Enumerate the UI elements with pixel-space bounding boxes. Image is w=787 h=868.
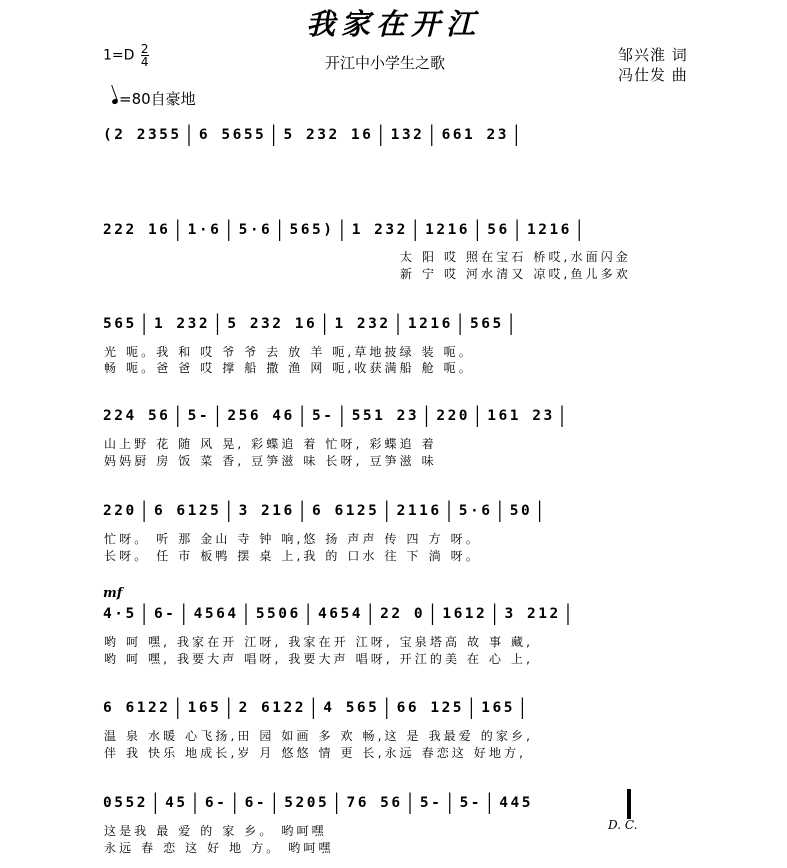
lyrics-line-4-verse-1: 山上野 花 随 风 晃, 彩蝶追 着 忙呀, 彩蝶追 着	[104, 437, 437, 451]
barline: |	[473, 218, 485, 242]
barline: |	[517, 696, 530, 720]
barline: |	[511, 123, 524, 147]
barline: |	[173, 404, 185, 428]
lyrics-line-3-verse-2: 畅 呃。爸 爸 哎 撑 船 撒 渔 网 呃,收获满船 舱 呃。	[104, 361, 474, 375]
barline: |	[139, 602, 151, 626]
barline: |	[337, 218, 349, 242]
barline: |	[563, 602, 575, 626]
staff-line-1	[103, 123, 693, 147]
lyrics-line-8-verse-2: 永远 春 恋 这 好 地 方。 哟呵嘿	[104, 841, 334, 855]
barline: |	[173, 218, 185, 242]
barline: |	[428, 602, 440, 626]
barline: |	[213, 404, 225, 428]
barline: |	[410, 218, 423, 242]
notes-line-8: 0552 | 45 | 6- | 6- | 5205 | 76 56 | 5- | 5- | 445	[103, 791, 533, 815]
barline: |	[393, 312, 405, 336]
barline: |	[574, 218, 587, 242]
notes-line-3: 565 | 1 232 | 5 232 16 | 1 232 | 1216 | 565 |	[103, 312, 518, 336]
barline: |	[224, 499, 236, 523]
barline: |	[495, 499, 507, 523]
song-subtitle: 开江中小学生之歌	[325, 54, 446, 72]
barline: |	[297, 404, 309, 428]
notes-line-5: 220 | 6 6125 | 3 216 | 6 6125 | 2116 | 5·6 | 50 |	[103, 499, 547, 523]
staff-line-3	[103, 312, 693, 336]
notes-line-1: (2 2355 | 6 5655 | 5 232 16 | 132 | 661 23 |	[103, 123, 524, 147]
barline: |	[422, 404, 434, 428]
barline: |	[275, 218, 287, 242]
barline: |	[308, 696, 321, 720]
lyrics-line-2-verse-1: 太 阳 哎 照在宝石 桥哎,水面闪金	[400, 250, 631, 264]
tempo-marking	[112, 88, 196, 109]
lyrics-line-6-verse-2: 哟 呵 嘿, 我要大声 唱呀, 我要大声 唱呀, 开江的美 在 心 上,	[104, 652, 534, 666]
notes-line-6: 4·5 | 6- | 4564 | 5506 | 4654 | 22 0 | 1612 | 3 212 |	[103, 602, 575, 626]
barline: |	[179, 602, 191, 626]
dynamic-marking: mf	[103, 586, 123, 601]
final-barline	[627, 789, 631, 819]
lyrics-line-2-verse-2: 新 宁 哎 河水清又 凉哎,鱼儿多欢	[400, 267, 631, 281]
time-signature-top: 2	[140, 42, 149, 56]
barline: |	[269, 123, 281, 147]
barline: |	[427, 123, 439, 147]
barline: |	[376, 123, 388, 147]
barline: |	[455, 312, 468, 336]
lyrics-line-4-verse-2: 妈妈厨 房 饭 菜 香, 豆笋滋 味 长呀, 豆笋滋 味	[104, 454, 437, 468]
barline: |	[213, 312, 225, 336]
barline: |	[490, 602, 502, 626]
barline: |	[332, 791, 344, 815]
staff-line-2	[103, 218, 693, 242]
barline: |	[485, 791, 497, 815]
tempo-text: =80自豪地	[119, 90, 196, 108]
staff-line-8	[103, 791, 693, 815]
barline: |	[224, 696, 236, 720]
barline: |	[190, 791, 202, 815]
barline: |	[365, 602, 378, 626]
composer-credit: 冯仕发 曲	[618, 66, 688, 84]
notes-line-2: 222 16 | 1·6 | 5·6 | 565) | 1 232 | 1216 | 56 | 1216 |	[103, 218, 587, 242]
barline: |	[506, 312, 518, 336]
lyrics-line-5-verse-1: 忙呀。 听 那 金山 寺 钟 响,悠 扬 声声 传 四 方 呀。	[104, 532, 481, 546]
staff-line-4	[103, 404, 693, 428]
da-capo-marking: D. C.	[608, 818, 638, 832]
lyrics-line-8-verse-1: 这是我 最 爱 的 家 乡。 哟呵嘿	[104, 824, 327, 838]
barline: |	[467, 696, 479, 720]
barline: |	[184, 123, 196, 147]
barline: |	[224, 218, 236, 242]
key-signature	[103, 43, 149, 68]
staff-line-5	[103, 499, 693, 523]
notes-line-4: 224 56 | 5- | 256 46 | 5- | 551 23 | 220 | 161 23 |	[103, 404, 569, 428]
barline: |	[405, 791, 417, 815]
time-signature	[141, 43, 149, 68]
lyricist-credit: 邹兴淮 词	[618, 46, 688, 64]
time-signature-bottom: 4	[140, 55, 149, 69]
barline: |	[150, 791, 163, 815]
notes-line-7: 6 6122 | 165 | 2 6122 | 4 565 | 66 125 | 165 |	[103, 696, 530, 720]
barline: |	[512, 218, 524, 242]
lyrics-line-7-verse-2: 伴 我 快乐 地成长,岁 月 悠悠 情 更 长,永远 春恋这 好地方,	[104, 746, 527, 760]
staff-line-7	[103, 696, 693, 720]
barline: |	[382, 696, 394, 720]
barline: |	[473, 404, 485, 428]
barline: |	[241, 602, 253, 626]
lyrics-line-6-verse-1: 哟 呵 嘿, 我家在开 江呀, 我家在开 江呀, 宝泉塔高 故 事 藏,	[104, 635, 534, 649]
barline: |	[535, 499, 547, 523]
barline: |	[337, 404, 349, 428]
barline: |	[230, 791, 242, 815]
staff-line-6	[103, 602, 693, 626]
song-title: 我家在开江	[305, 7, 481, 41]
barline: |	[303, 602, 315, 626]
lyrics-line-5-verse-2: 长呀。 任 市 板鸭 摆 桌 上,我 的 口水 往 下 淌 呀。	[104, 549, 481, 563]
quarter-note-icon	[111, 98, 118, 105]
barline: |	[382, 499, 394, 523]
barline: |	[320, 312, 332, 336]
barline: |	[557, 404, 569, 428]
barline: |	[139, 499, 151, 523]
key-label: 1=D	[103, 47, 135, 64]
lyrics-line-3-verse-1: 光 呃。我 和 哎 爷 爷 去 放 羊 呃,草地披绿 装 呃。	[104, 345, 474, 359]
barline: |	[445, 791, 457, 815]
barline: |	[139, 312, 151, 336]
barline: |	[444, 499, 456, 523]
barline: |	[297, 499, 309, 523]
barline: |	[270, 791, 282, 815]
barline: |	[173, 696, 185, 720]
lyrics-line-7-verse-1: 温 泉 水暖 心飞扬,田 园 如画 多 欢 畅,这 是 我最爱 的家乡,	[104, 729, 534, 743]
